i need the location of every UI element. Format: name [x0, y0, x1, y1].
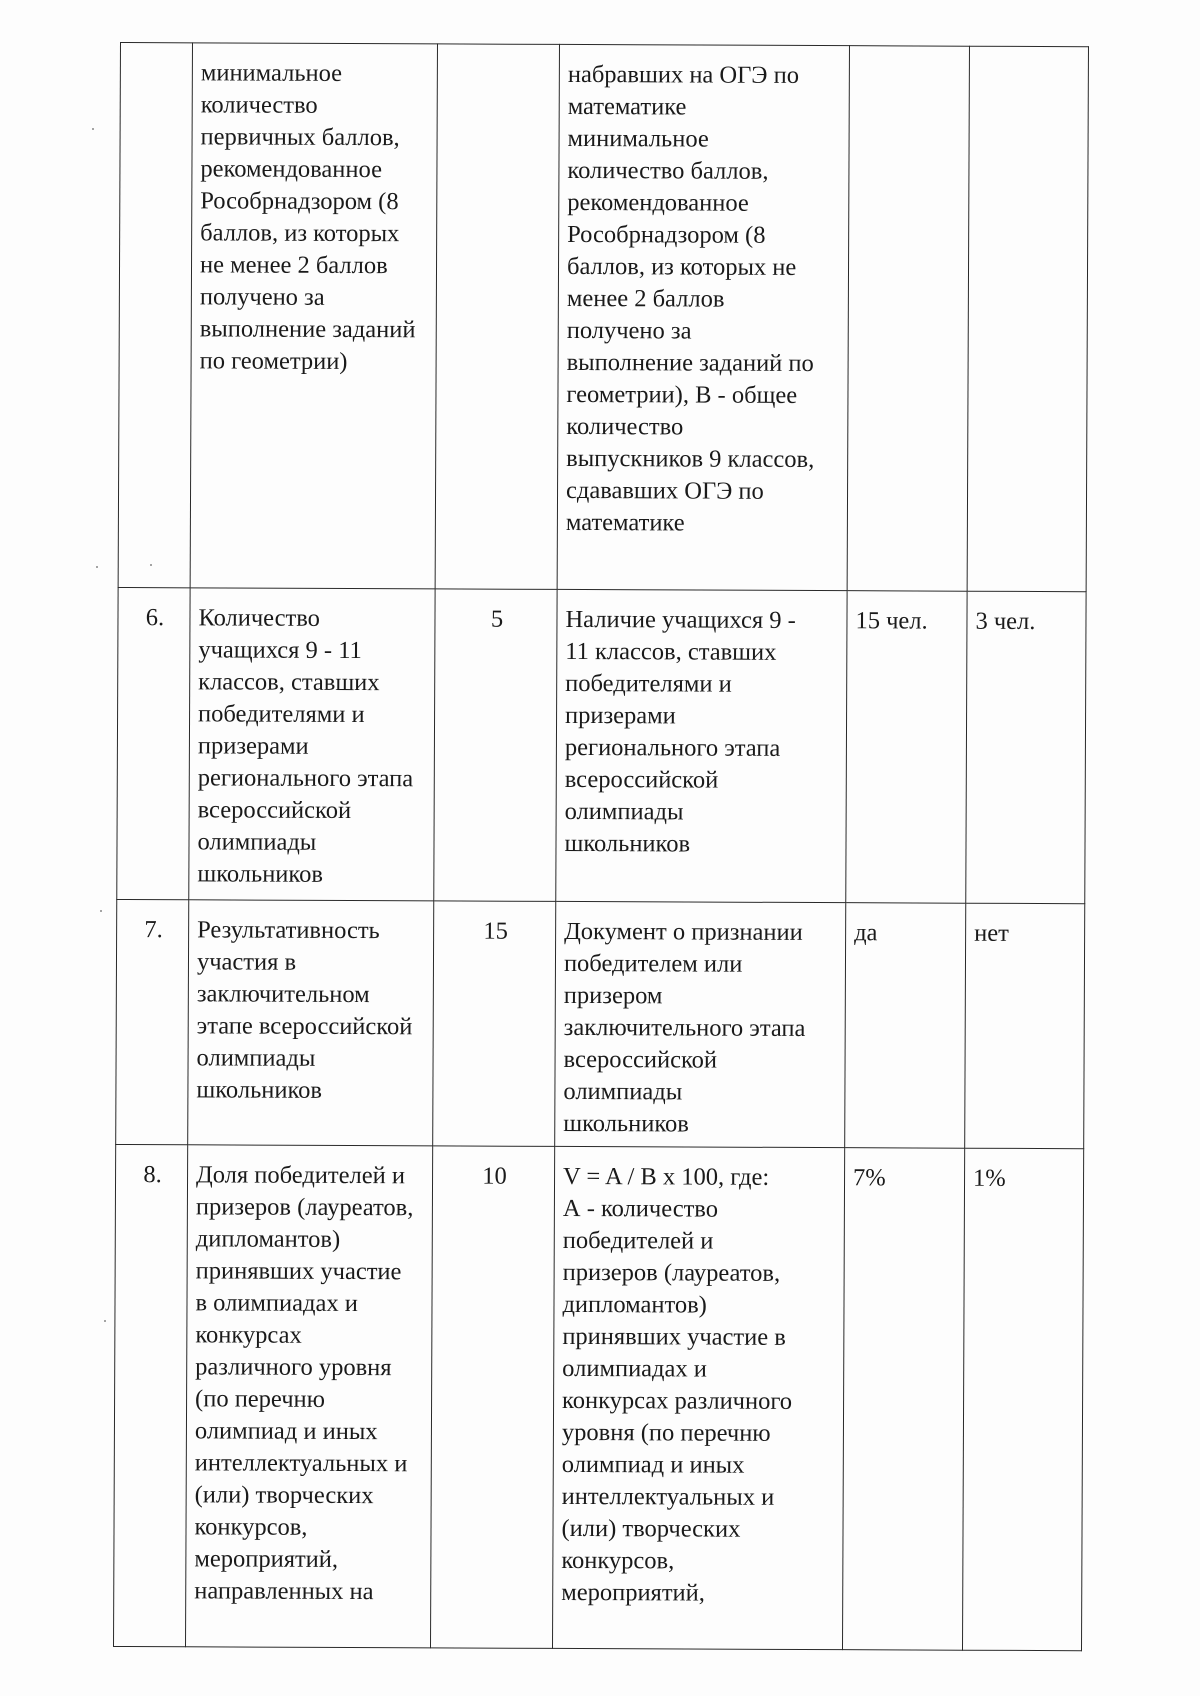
row-number-cell: [118, 43, 192, 588]
max-value-cell: 7%: [842, 1148, 964, 1651]
table-row: [117, 587, 1086, 903]
row-number-cell: 6.: [117, 587, 190, 899]
actual-value-cell: нет: [965, 903, 1085, 1149]
row-number-cell: 7.: [116, 899, 189, 1144]
criterion-cell: минимальное количество первичных баллов, рекомендованное Рособрнадзором (8 баллов, из которых не менее 2 баллов получено за выполнение заданий по геометрии): [190, 43, 437, 589]
actual-value-cell: [967, 46, 1088, 592]
max-value-cell: да: [845, 903, 966, 1149]
actual-value-cell: 1%: [962, 1148, 1083, 1651]
score-cell: 5: [434, 589, 557, 902]
table-row: [116, 899, 1085, 1148]
score-cell: [435, 44, 559, 590]
table-row-continuation: [118, 43, 1088, 592]
criteria-table: [113, 42, 1089, 1651]
max-value-cell: [847, 46, 969, 592]
score-cell: 15: [433, 901, 556, 1147]
table-row: [113, 1144, 1083, 1650]
criterion-cell: Результативность участия в заключительном этапе всероссийской олимпиады школьников: [188, 900, 434, 1146]
scan-speck: [100, 910, 102, 912]
row-number-cell: 8.: [113, 1144, 187, 1646]
description-cell: Наличие учащихся 9 - 11 классов, ставших победителями и призерами регионального этапа всероссийской олимпиады школьников: [556, 589, 847, 902]
scan-speck: [92, 128, 94, 130]
scan-speck: [96, 566, 98, 568]
max-value-cell: 15 чел.: [846, 591, 967, 904]
criterion-cell: Количество учащихся 9 - 11 классов, ставших победителями и призерами регионального этапа всероссийской олимпиады школьников: [189, 588, 435, 901]
description-cell: Документ о признании победителем или призером заключительного этапа всероссийской олимпиады школьников: [555, 901, 846, 1147]
description-cell: набравших на ОГЭ по математике минимальное количество баллов, рекомендованное Рособрнадзором (8 баллов, из которых не менее 2 баллов получено за выполнение заданий по геометрии), В - общее количество выпускников 9 классов, сдававших ОГЭ по математике: [557, 44, 849, 590]
criterion-cell: Доля победителей и призеров (лауреатов, дипломантов) принявших участие в олимпиадах и конкурсах различного уровня (по перечню олимпиад и иных интеллектуальных и (или) творческих конкурсов, мероприятий, направленных на: [185, 1145, 432, 1648]
actual-value-cell: 3 чел.: [966, 591, 1086, 904]
scan-speck: [104, 1320, 106, 1322]
score-cell: 10: [430, 1146, 554, 1649]
description-cell: V = A / B x 100, где: А - количество победителей и призеров (лауреатов, дипломантов) принявших участие в олимпиадах и конкурсах различного уровня (по перечню олимпиад и иных интеллектуальных и (или) творческих конкурсов, мероприятий,: [552, 1146, 844, 1649]
